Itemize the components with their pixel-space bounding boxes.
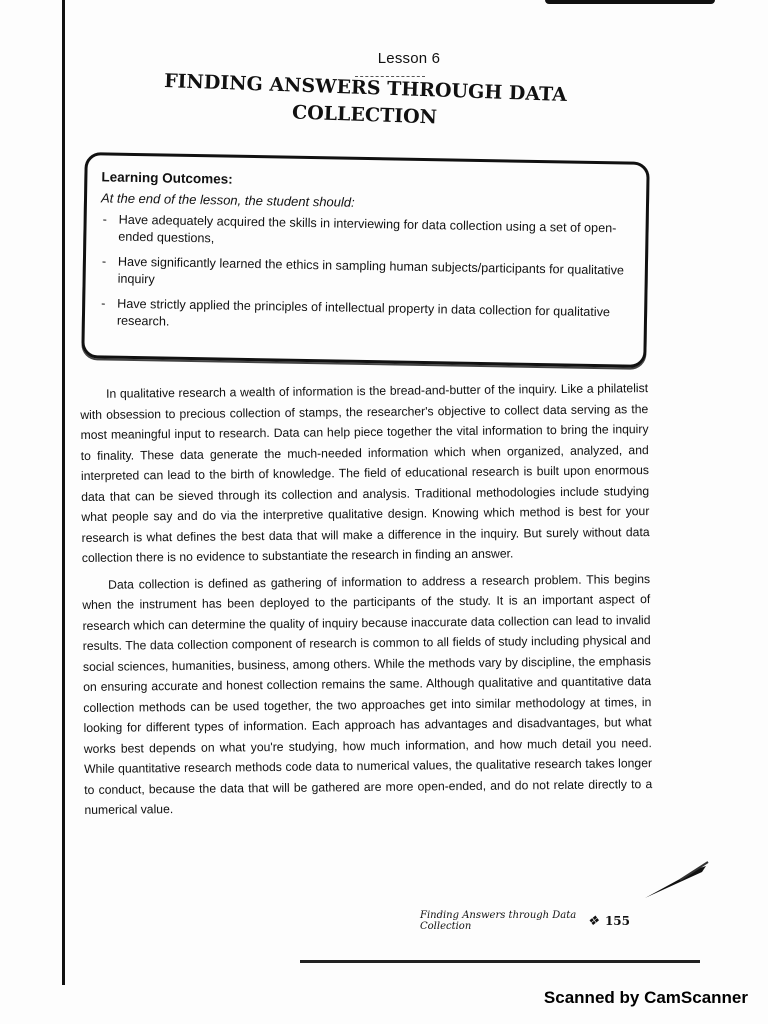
learning-outcomes-box <box>81 152 650 368</box>
pen-mark-icon <box>640 860 710 900</box>
page-left-edge <box>62 0 65 985</box>
footer-running-title: Finding Answers through Data Collection <box>420 910 577 932</box>
footer-ornament-icon: ❖ <box>587 913 599 929</box>
camscanner-watermark: Scanned by CamScanner <box>543 988 748 1007</box>
lesson-label: Lesson 6 <box>377 50 441 67</box>
page-bottom-edge <box>300 960 700 963</box>
learning-outcomes-list <box>99 211 632 338</box>
page-footer <box>420 910 630 932</box>
learning-outcome-item: - Have strictly applied the principles of intellectual property in data collection for qualitative research. <box>99 295 631 338</box>
lesson-title-line-2: COLLECTION <box>291 101 438 129</box>
page-top-edge <box>545 0 715 4</box>
learning-outcome-item: - Have significantly learned the ethics in sampling human subjects/participants for qualitative inquiry <box>99 253 631 296</box>
learning-outcomes-heading: Learning Outcomes: <box>101 169 233 187</box>
body-paragraph: In qualitative research a wealth of information is the bread-and-butter of the inquiry. Like a philatelist with obsession to precious collection of stamps, the researcher's objective to collect data serving as the most meaningful input to research. Data can help piece together the vital information to bring the inquiry to finality. These data generate the much-needed information which when organized, analyzed, and interpreted can lead to the birth of knowledge. The field of educational research is built upon enormous data that can be sieved through its collection and analysis. Traditional methodologies include studying what people say and do via the interpretive qualitative design. Knowing which method is best for your research is what defines the best data that will make a difference in the inquiry. But surely without data collection there is no evidence to substantiate the research in finding an answer. <box>80 381 650 565</box>
lesson-title <box>139 67 591 137</box>
learning-outcome-item: - Have adequately acquired the skills in interviewing for data collection using a set of open-ended questions, <box>100 211 632 254</box>
learning-outcomes-intro: At the end of the lesson, the student should: <box>100 190 355 210</box>
body-paragraph: Data collection is defined as gathering of information to address a research problem. This begins when the instrument has been deployed to the participants of the study. It is an important aspect of research which can determine the quality of inquiry because inaccurate data collection can lead to invalid results. The data collection component of research is common to all fields of study including physical and social sciences, humanities, business, among others. While the methods vary by discipline, the emphasis on ensuring accurate and honest collection remains the same. Although qualitative and quantitative data collection methods can be used together, the two approaches get into similar methodology at times, in looking for different types of information. Each approach has advantages and disadvantages, but what works best depends on what you're studying, how much information, and how much detail you need. While quantitative research methods code data to numerical values, the qualitative research takes longer to conduct, because the data that will be gathered are more open-ended, and do not relate directly to a numerical value. <box>82 571 653 817</box>
lesson-title-line-1: FINDING ANSWERS THROUGH DATA <box>163 69 568 107</box>
page-number: 155 <box>604 914 630 928</box>
body-text <box>80 378 653 826</box>
